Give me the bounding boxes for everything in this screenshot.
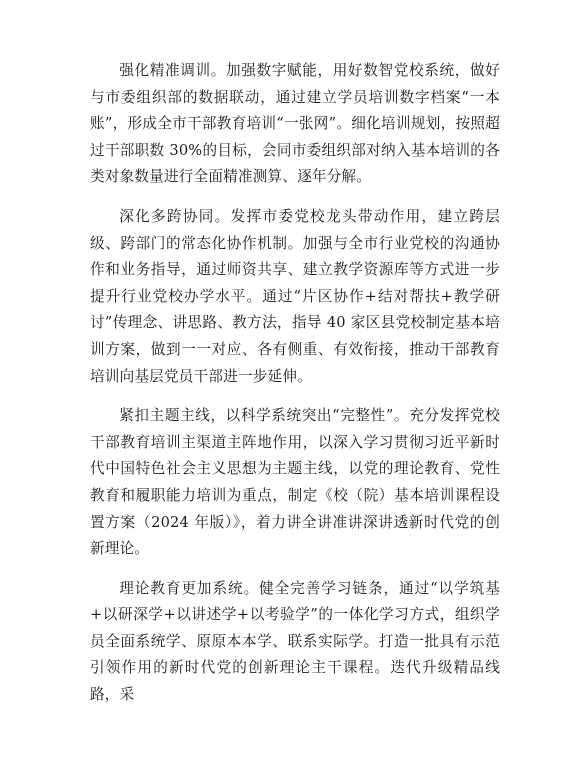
paragraph-theory-education: 理论教育更加系统。健全完善学习链条，通过“以学筑基+以研深学+以讲述学+以考验学”的一体化学习方式，组织学员全面系统学、原原本本学、联系实际学。打造一批具有示范引领作用的新时代党的创新理论主干课程。迭代升级精品线路，采: [90, 579, 500, 704]
paragraph-cross-collaboration: 深化多跨协同。发挥市委党校龙头带动作用，建立跨层级、跨部门的常态化协作机制。加强与全市行业党校的沟通协作和业务指导，通过师资共享、建立教学资源库等方式进一步提升行业党校办学水平。通过“片区协作+结对帮扶+教学研讨”传理念、讲思路、教方法，指导 40 家区县党校制定基本培训方案，做到一一对应、各有侧重、有效衔接，推动干部教育培训向基层党员干部进一步延伸。: [90, 207, 500, 385]
document-body: [90, 58, 500, 722]
paragraph-main-theme: 紧扣主题主线，以科学系统突出“完整性”。充分发挥党校干部教育培训主渠道主阵地作用，以深入学习贯彻习近平新时代中国特色社会主义思想为主题主线，以党的理论教育、党性教育和履职能力培训为重点，制定《校（院）基本培训课程设置方案（2024 年版）》，着力讲全讲准讲深讲透新时代党的创新理论。: [90, 407, 500, 558]
paragraph-precise-training: 强化精准调训。加强数字赋能，用好数智党校系统，做好与市委组织部的数据联动，通过建立学员培训数字档案“一本账”，形成全市干部教育培训“一张网”。细化培训规划，按照超过干部职数 30%的目标，会同市委组织部对纳入基本培训的各类对象数量进行全面精准测算、逐年分解。: [90, 62, 500, 186]
